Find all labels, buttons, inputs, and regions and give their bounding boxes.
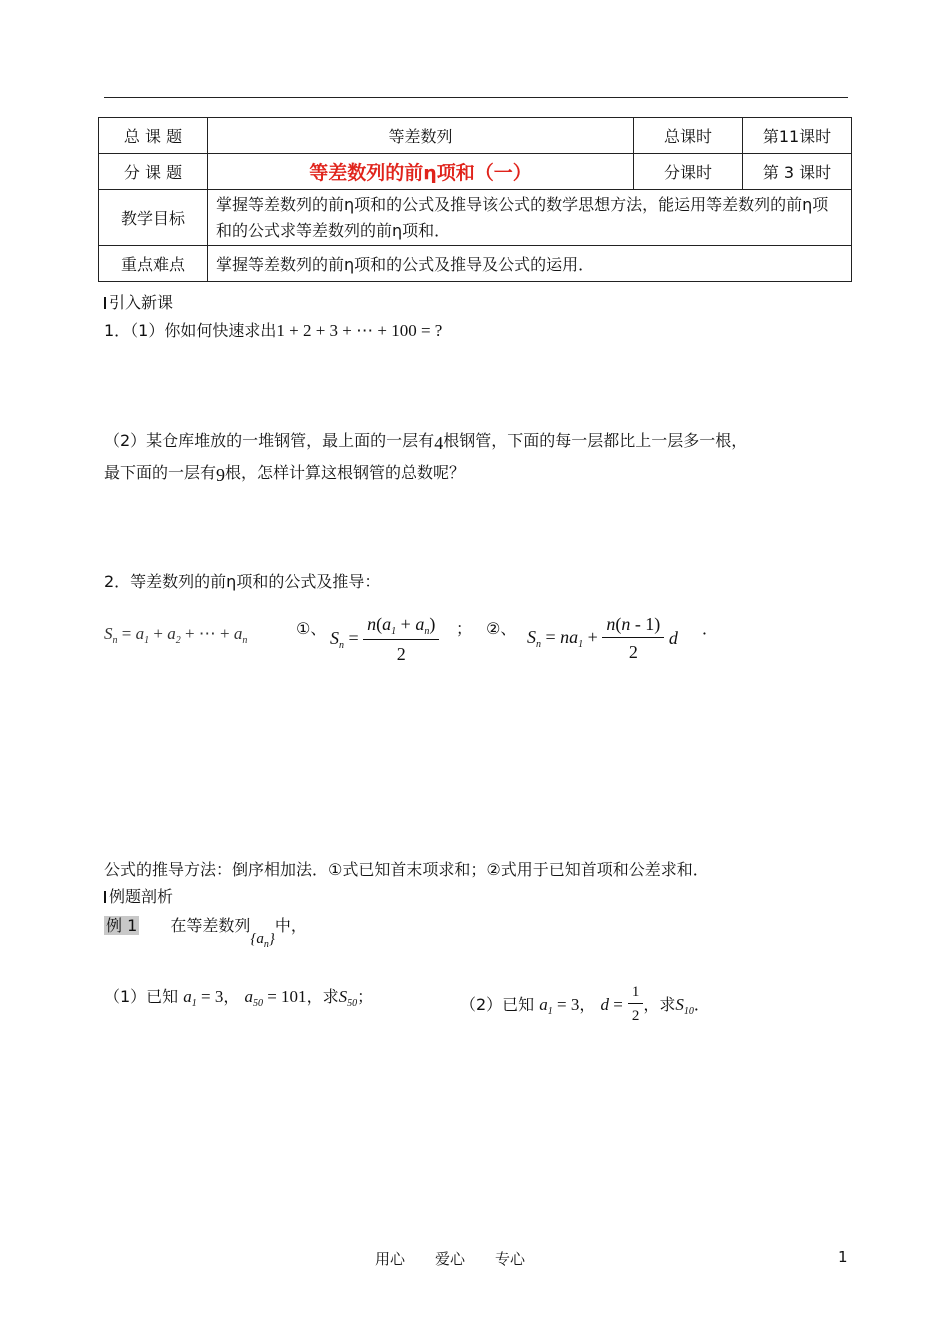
derivation-method: 公式的推导方法：倒序相加法．①式已知首末项求和；②式用于已知首项和公差求和． (104, 860, 709, 879)
lesson-title: 等差数列的前η项和（一） (208, 154, 634, 190)
key-points: 掌握等差数列的前η项和的公式及推导及公式的运用． (208, 246, 852, 282)
example-1-part-1: （1）已知 $a_1 = 3$， $a_{50} = 101$，求$S_{50}$； (104, 987, 374, 1009)
section-marker-icon (104, 891, 106, 903)
question-2: （2）某仓库堆放的一堆钢管，最上面的一层有4根钢管，下面的每一层都比上一层多一根， 最下面的一层有9根，怎样计算这根钢管的总数呢？ (104, 431, 748, 485)
teaching-goal: 掌握等差数列的前η项和的公式及推导该公式的数学思想方法，能运用等差数列的前η项和的公式求等差数列的前η项和． (208, 190, 852, 246)
lesson-info-table (98, 117, 852, 282)
formula-1-marker: ①、 (296, 619, 327, 638)
row-key-value: 第 3 课时 (743, 154, 852, 190)
formula-end: ． (702, 619, 719, 638)
formula-heading: 2．等差数列的前η项和的公式及推导： (104, 572, 381, 591)
table-row (99, 246, 852, 282)
row-label: 教学目标 (99, 190, 208, 246)
table-row (99, 118, 852, 154)
section-examples: 例题剖析 (104, 884, 173, 907)
sum-formula-2: $S_n = na_1$ + $\frac{n(n - 1)}{2}$ d (527, 614, 678, 662)
row-key: 总课时 (634, 118, 743, 154)
row-value: 等差数列 (208, 118, 634, 154)
table-row (99, 154, 852, 190)
header-rule (104, 97, 848, 98)
sum-definition: $S_n = a_1 + a_2$ + ⋯ + $a_n$ (104, 624, 248, 646)
row-key-value: 第11课时 (743, 118, 852, 154)
example-1-part-2: （2）已知 $a_1 = 3$， d = $\frac{1}{2}$ ，求$S_{10}$． (460, 984, 710, 1024)
formula-2-marker: ②、 (486, 619, 517, 638)
row-label: 分 课 题 (99, 154, 208, 190)
row-label: 重点难点 (99, 246, 208, 282)
section-marker-icon (104, 297, 106, 309)
row-key: 分课时 (634, 154, 743, 190)
table-row (99, 190, 852, 246)
footer-motto: 用心 爱心 专心 (375, 1250, 526, 1268)
row-label: 总 课 题 (99, 118, 208, 154)
formula-sep: ； (456, 619, 473, 638)
question-1: 1．（1）你如何快速求出1 + 2 + 3 + ⋯ + 100 = ? (104, 321, 443, 340)
sum-formula-1: $S_n$ = $\frac{n(a_1 + a_n)}{2}$ (330, 614, 439, 665)
page-number: 1 (838, 1248, 848, 1266)
example-tag: 例 1 (106, 916, 138, 935)
section-intro: 引入新课 (104, 290, 173, 313)
example-1-intro: 例 1 在等差数列$\{a_n\}$中， (106, 916, 307, 950)
